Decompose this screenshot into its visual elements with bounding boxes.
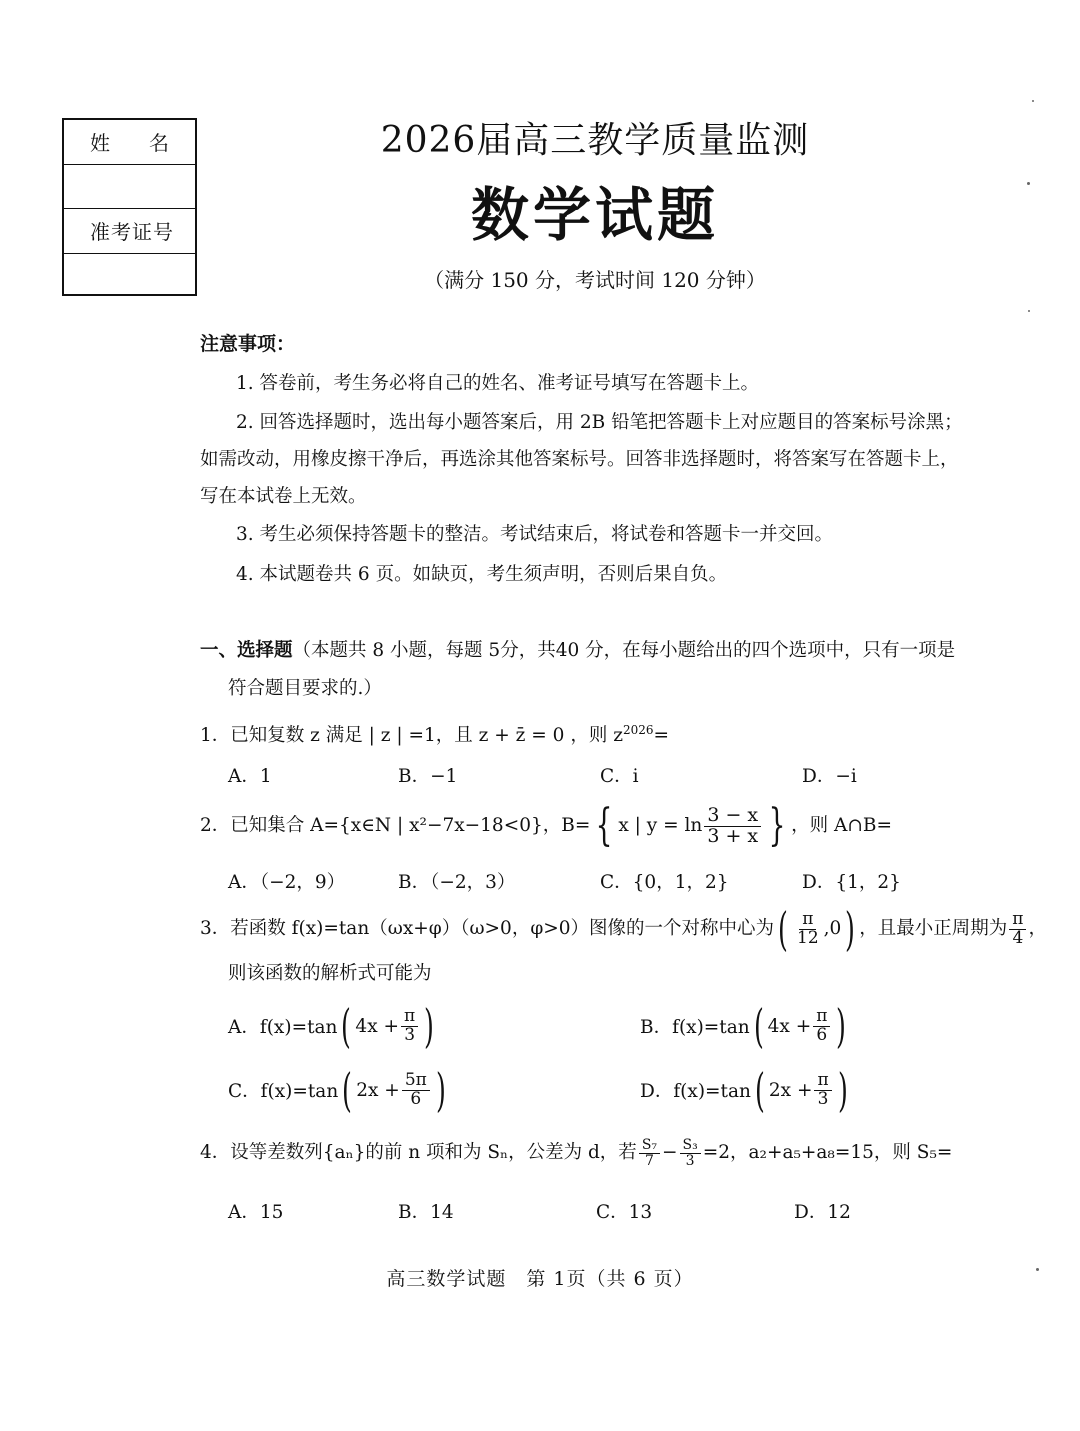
q3-stem-b: ，且最小正周期为 xyxy=(859,918,1008,939)
q3-period-den: 4 xyxy=(1012,927,1024,948)
q2-stem-c: ，则 A∩B= xyxy=(791,815,892,836)
section-1-desc-1: （本题共 8 小题，每题 5分，共40 分，在每小题给出的四个选项中，只有一项是 xyxy=(292,640,956,661)
question-1-stem xyxy=(200,717,669,749)
notes-item-2-line-2: 如需改动，用橡皮擦干净后，再选涂其他答案标号。回答非选择题时，将答案写在答题卡上， xyxy=(200,449,959,470)
q3-option-d-lead: 2x + xyxy=(768,1079,813,1101)
q3-option-d-fraction xyxy=(814,1069,831,1109)
q3-center-tail: ,0 xyxy=(823,918,842,939)
q3-option-b xyxy=(640,998,850,1054)
q4-option-c: C．13 xyxy=(596,1202,653,1223)
q3-a-paren-close: ) xyxy=(424,999,435,1053)
q4-f1-den: 7 xyxy=(644,1152,654,1169)
q1-exponent: 2026 xyxy=(622,723,654,737)
q3-d-den: 3 xyxy=(817,1088,829,1109)
q2-option-c: C．{0，1，2} xyxy=(600,872,729,893)
notes-item-1: 1. 答卷前，考生务必将自己的姓名、准考证号填写在答题卡上。 xyxy=(236,373,760,394)
exam-id-label: 准考证号 xyxy=(90,220,174,245)
q4-f2-num: S₃ xyxy=(680,1138,701,1154)
id-blank-cell xyxy=(64,254,195,299)
q3-d-paren-open: ( xyxy=(754,1063,765,1117)
q4-option-d: D．12 xyxy=(794,1202,851,1223)
q3-option-a-lead: 4x + xyxy=(355,1015,400,1037)
q1-option-b: B．−1 xyxy=(398,766,458,787)
q3-center-fraction xyxy=(794,908,822,948)
q3-option-b-label: B．f(x)=tan xyxy=(640,1017,750,1038)
notes-item-2-line-3: 写在本试卷上无效。 xyxy=(200,486,367,507)
section-1-desc-2: 符合题目要求的.） xyxy=(228,678,382,699)
q1-option-c: C．i xyxy=(600,766,639,787)
q3-b-paren-open: ( xyxy=(753,999,764,1053)
scan-speck xyxy=(1032,100,1034,102)
q1-option-d: D．−i xyxy=(802,766,857,787)
q4-fraction-1 xyxy=(639,1138,660,1168)
q2-stem-a: 2．已知集合 A={x∈N | x²−7x−18<0}，B= xyxy=(200,815,591,836)
section-1-line-1 xyxy=(200,638,955,664)
q2-option-d: D．{1，2} xyxy=(802,872,901,893)
q3-option-a xyxy=(228,998,438,1054)
q1-stem-tail: = xyxy=(653,725,670,747)
section-1-heading: 一、选择题 xyxy=(200,640,293,661)
q3-option-d xyxy=(640,1062,852,1118)
q4-stem-a: 4．设等差数列{aₙ}的前 n 项和为 Sₙ，公差为 d，若 xyxy=(200,1142,637,1163)
q3-option-b-lead: 4x + xyxy=(767,1015,812,1037)
q2-option-b: B．（−2，3） xyxy=(398,872,516,893)
q3-d-paren-close: ) xyxy=(837,1063,848,1117)
q4-option-b: B．14 xyxy=(398,1202,454,1223)
q4-option-a: A．15 xyxy=(228,1202,284,1223)
q2-brace-close: } xyxy=(768,800,786,851)
q4-f2-den: 3 xyxy=(685,1152,695,1169)
notes-heading: 注意事项： xyxy=(200,333,296,355)
id-label-cell xyxy=(64,209,195,254)
q3-paren-close: ) xyxy=(845,902,856,956)
q3-a-num: π xyxy=(401,1008,418,1027)
q3-d-num: π xyxy=(814,1072,831,1091)
q3-option-a-label: A．f(x)=tan xyxy=(228,1017,338,1038)
q3-center-den: 12 xyxy=(797,927,819,948)
scan-speck xyxy=(1036,1268,1039,1271)
q4-fraction-2 xyxy=(680,1138,701,1168)
question-3-stem xyxy=(200,900,1047,958)
q4-minus: − xyxy=(662,1142,678,1163)
q3-line-2: 则该函数的解析式可能为 xyxy=(228,963,432,984)
q2-frac-num: 3 − x xyxy=(704,806,761,827)
q3-c-paren-close: ) xyxy=(435,1063,446,1117)
q3-b-paren-close: ) xyxy=(836,999,847,1053)
notes-item-4: 4. 本试题卷共 6 页。如缺页，考生须声明，否则后果自负。 xyxy=(236,564,728,585)
q1-stem-text: 1．已知复数 z 满足 | z | =1，且 z + z̄ = 0 ，则 z xyxy=(200,725,623,747)
q2-option-a: A．（−2，9） xyxy=(228,872,346,893)
q3-b-den: 6 xyxy=(816,1024,828,1045)
q3-stem-a: 3．若函数 f(x)=tan（ωx+φ）（ω>0，φ>0）图像的一个对称中心为 xyxy=(200,918,775,939)
q3-b-num: π xyxy=(813,1008,830,1027)
q3-center-num: π xyxy=(799,911,816,930)
q1-option-a: A．1 xyxy=(228,766,272,787)
q2-frac-den: 3 + x xyxy=(707,824,759,847)
score-note: （满分 150 分，考试时间 120 分钟） xyxy=(424,268,766,292)
q2-brace-open: { xyxy=(595,800,613,851)
q3-a-paren-open: ( xyxy=(341,999,352,1053)
question-2-stem xyxy=(200,796,892,856)
exam-title: 2026届高三教学质量监测 xyxy=(380,120,810,161)
scan-speck xyxy=(1028,310,1030,312)
q3-option-a-fraction xyxy=(401,1005,418,1045)
q3-option-c-fraction xyxy=(402,1069,430,1109)
q3-period-fraction xyxy=(1009,908,1026,948)
q3-option-b-fraction xyxy=(813,1005,830,1045)
name-label-char-1: 姓 xyxy=(90,131,110,156)
q4-f1-num: S₇ xyxy=(639,1138,660,1154)
scan-speck xyxy=(1027,182,1030,185)
question-4-stem xyxy=(200,1130,952,1176)
page-footer: 高三数学试题 第 1页（共 6 页） xyxy=(386,1268,694,1290)
q3-paren-open: ( xyxy=(778,902,788,956)
q3-a-den: 3 xyxy=(404,1024,416,1045)
q3-option-d-label: D．f(x)=tan xyxy=(640,1081,751,1102)
q3-c-den: 6 xyxy=(410,1088,422,1109)
q3-c-num: 5π xyxy=(402,1072,430,1091)
q3-option-c-label: C．f(x)=tan xyxy=(228,1081,339,1102)
q3-option-c-lead: 2x + xyxy=(356,1079,400,1101)
q2-fraction xyxy=(704,803,761,847)
q3-stem-c: ， xyxy=(1028,918,1047,939)
name-label-char-2: 名 xyxy=(149,131,169,156)
candidate-info-box xyxy=(62,118,197,296)
name-blank-cell xyxy=(64,165,195,210)
q3-option-c xyxy=(228,1062,450,1118)
q3-c-paren-open: ( xyxy=(342,1063,353,1117)
name-label-cell xyxy=(64,120,195,165)
q3-period-num: π xyxy=(1009,911,1026,930)
notes-item-3: 3. 考生必须保持答题卡的整洁。考试结束后，将试卷和答题卡一并交回。 xyxy=(236,524,834,545)
q4-stem-b: =2，a₂+a₅+a₈=15，则 S₅= xyxy=(702,1142,953,1163)
subject-title: 数学试题 xyxy=(470,181,719,249)
notes-item-2-line-1: 2. 回答选择题时，选出每小题答案后，用 2B 铅笔把答题卡上对应题目的答案标号涂黑； xyxy=(236,412,963,433)
q2-stem-b: x | y = ln xyxy=(618,815,703,836)
